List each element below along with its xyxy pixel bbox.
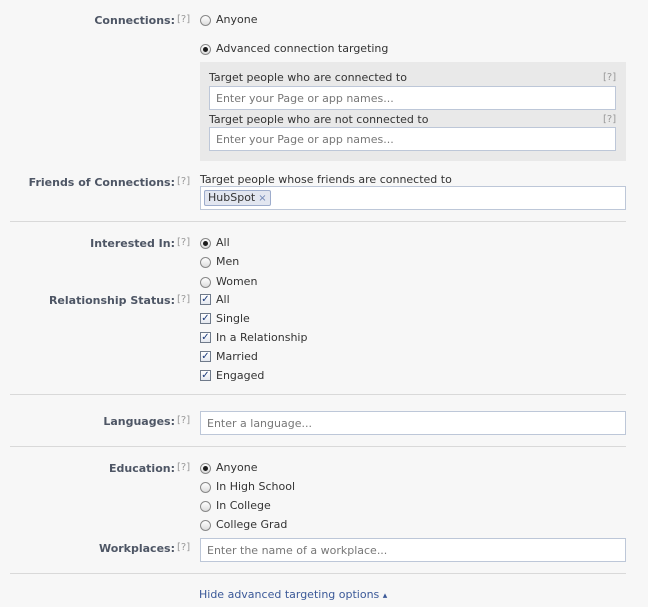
connections-advanced-radio[interactable] <box>200 44 211 55</box>
workplaces-input[interactable] <box>200 538 626 562</box>
hide-advanced-targeting-label: Hide advanced targeting options <box>199 588 380 601</box>
hubspot-token <box>204 190 271 206</box>
relationship-all-checkbox[interactable]: ✓ <box>201 294 210 305</box>
not-connected-to-label: Target people who are not connected to <box>209 113 429 126</box>
education-help-icon[interactable]: [?] <box>177 462 191 473</box>
divider <box>10 573 626 574</box>
relationship-single-checkbox[interactable]: ✓ <box>201 313 210 324</box>
education-high-school-label[interactable]: In High School <box>216 480 296 493</box>
interested-in-label: Interested In: <box>90 237 175 250</box>
relationship-status-help-icon[interactable]: [?] <box>177 294 191 305</box>
relationship-status-label: Relationship Status: <box>48 294 175 307</box>
connections-anyone-radio[interactable] <box>200 15 211 26</box>
education-label: Education: <box>109 462 175 475</box>
interested-in-men-label[interactable]: Men <box>216 255 240 268</box>
languages-help-icon[interactable]: [?] <box>177 415 191 426</box>
connected-to-input[interactable] <box>209 86 616 110</box>
hide-advanced-targeting-link[interactable] <box>199 588 387 601</box>
not-connected-to-input[interactable] <box>209 127 616 151</box>
education-college-label[interactable]: In College <box>216 499 271 512</box>
interested-in-all-radio[interactable] <box>200 238 211 249</box>
education-anyone-radio[interactable] <box>200 463 211 474</box>
education-college-grad-radio[interactable] <box>200 520 211 531</box>
interested-in-women-radio[interactable] <box>200 277 211 288</box>
connected-to-label: Target people who are connected to <box>209 71 407 84</box>
workplaces-label: Workplaces: <box>98 542 175 555</box>
friends-of-connections-help-icon[interactable]: [?] <box>177 176 191 187</box>
relationship-married-checkbox[interactable]: ✓ <box>201 351 210 362</box>
interested-in-all-label[interactable]: All <box>216 236 230 249</box>
interested-in-men-radio[interactable] <box>200 257 211 268</box>
divider <box>10 221 626 222</box>
relationship-all-label[interactable]: All <box>216 293 230 306</box>
relationship-single-label[interactable]: Single <box>216 312 250 325</box>
relationship-married-label[interactable]: Married <box>216 350 258 363</box>
connected-to-help-icon[interactable]: [?] <box>603 72 617 83</box>
connections-help-icon[interactable]: [?] <box>177 14 191 25</box>
languages-input[interactable] <box>200 411 626 435</box>
connections-anyone-label[interactable]: Anyone <box>216 13 258 26</box>
caret-up-icon: ▴ <box>382 591 388 601</box>
relationship-in-a-relationship-checkbox[interactable]: ✓ <box>201 332 210 343</box>
education-high-school-radio[interactable] <box>200 482 211 493</box>
token-label: HubSpot <box>208 191 256 204</box>
friends-of-connections-sublabel: Target people whose friends are connected to <box>200 173 452 186</box>
education-college-radio[interactable] <box>200 501 211 512</box>
interested-in-women-label[interactable]: Women <box>216 275 258 288</box>
education-anyone-label[interactable]: Anyone <box>216 461 258 474</box>
relationship-in-a-relationship-label[interactable]: In a Relationship <box>216 331 308 344</box>
languages-label: Languages: <box>103 415 175 428</box>
workplaces-help-icon[interactable]: [?] <box>177 542 191 553</box>
divider <box>10 394 626 395</box>
not-connected-to-help-icon[interactable]: [?] <box>603 114 617 125</box>
connections-advanced-label[interactable]: Advanced connection targeting <box>216 42 389 55</box>
relationship-engaged-label[interactable]: Engaged <box>216 369 265 382</box>
divider <box>10 446 626 447</box>
friends-of-connections-label: Friends of Connections: <box>28 176 175 189</box>
connections-label: Connections: <box>94 14 175 27</box>
interested-in-help-icon[interactable]: [?] <box>177 237 191 248</box>
relationship-engaged-checkbox[interactable]: ✓ <box>201 370 210 381</box>
friends-of-connections-input[interactable] <box>200 186 626 210</box>
education-college-grad-label[interactable]: College Grad <box>216 518 288 531</box>
remove-token-icon[interactable]: × <box>258 193 267 204</box>
